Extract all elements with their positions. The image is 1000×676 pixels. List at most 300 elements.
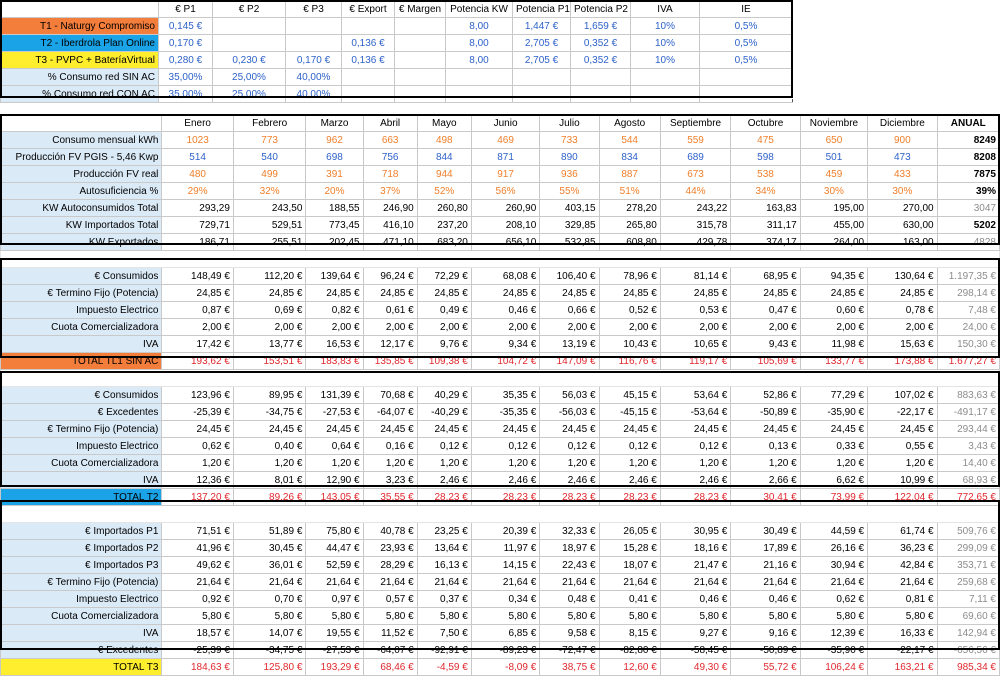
t3-cell[interactable]: 41,96 € xyxy=(162,540,234,557)
energy-cell[interactable]: 544 xyxy=(599,132,660,149)
t1-cell[interactable]: 24,85 € xyxy=(417,285,471,302)
t2-annual-cell[interactable]: 293,44 € xyxy=(937,421,999,438)
t2-cell[interactable]: 24,45 € xyxy=(540,421,599,438)
t2-total-cell[interactable]: 28,23 € xyxy=(540,489,599,506)
t1-total-cell[interactable]: 109,38 € xyxy=(417,353,471,370)
tariff-cell[interactable]: 0,352 € xyxy=(571,52,631,69)
t3-cell[interactable]: 19,55 € xyxy=(306,625,363,642)
t3-cell[interactable]: 5,80 € xyxy=(660,608,730,625)
energy-cell[interactable]: 698 xyxy=(306,149,363,166)
energy-cell[interactable]: 243,50 xyxy=(233,200,306,217)
energy-cell[interactable]: 471,10 xyxy=(363,234,417,251)
t1-cell[interactable]: 9,34 € xyxy=(471,336,539,353)
t3-cell[interactable]: 21,64 € xyxy=(731,574,800,591)
t1-cell[interactable]: 130,64 € xyxy=(868,268,937,285)
energy-cell[interactable]: 962 xyxy=(306,132,363,149)
t2-cell[interactable]: 0,12 € xyxy=(417,438,471,455)
t3-cell[interactable]: 5,80 € xyxy=(540,608,599,625)
t1-cell[interactable]: 96,24 € xyxy=(363,268,417,285)
t3-cell[interactable]: -22,17 € xyxy=(868,642,937,659)
t1-cell[interactable]: 0,82 € xyxy=(306,302,363,319)
t3-annual-cell[interactable]: 353,71 € xyxy=(937,557,999,574)
tariff-cell[interactable]: 35,00% xyxy=(159,69,213,86)
tariff-cell[interactable] xyxy=(395,35,446,52)
t3-cell[interactable]: 18,07 € xyxy=(599,557,660,574)
t3-cell[interactable]: 21,64 € xyxy=(868,574,937,591)
t1-cell[interactable]: 24,85 € xyxy=(540,285,599,302)
energy-cell[interactable]: 650 xyxy=(800,132,867,149)
t3-cell[interactable]: -89,23 € xyxy=(471,642,539,659)
energy-cell[interactable]: 834 xyxy=(599,149,660,166)
energy-cell[interactable]: 844 xyxy=(417,149,471,166)
t3-annual-cell[interactable]: 259,68 € xyxy=(937,574,999,591)
energy-cell[interactable]: 202,45 xyxy=(306,234,363,251)
t1-cell[interactable]: 13,19 € xyxy=(540,336,599,353)
t3-cell[interactable]: 13,64 € xyxy=(417,540,471,557)
t3-total-cell[interactable]: -4,59 € xyxy=(417,659,471,676)
t1-total-cell[interactable]: 105,69 € xyxy=(731,353,800,370)
t3-cell[interactable]: 9,16 € xyxy=(731,625,800,642)
tariff-cell[interactable] xyxy=(213,18,286,35)
t2-cell[interactable]: 1,20 € xyxy=(363,455,417,472)
energy-cell[interactable]: 1023 xyxy=(162,132,234,149)
t2-cell[interactable]: 1,20 € xyxy=(162,455,234,472)
t3-cell[interactable]: -25,39 € xyxy=(162,642,234,659)
t3-cell[interactable]: 20,39 € xyxy=(471,523,539,540)
t1-cell[interactable]: 2,00 € xyxy=(540,319,599,336)
t3-cell[interactable]: 5,80 € xyxy=(306,608,363,625)
t3-annual-cell[interactable]: 142,94 € xyxy=(937,625,999,642)
energy-cell[interactable]: 278,20 xyxy=(599,200,660,217)
t2-total-cell[interactable]: 89,26 € xyxy=(233,489,306,506)
energy-cell[interactable]: 56% xyxy=(471,183,539,200)
tariff-cell[interactable]: 0,280 € xyxy=(159,52,213,69)
t3-cell[interactable]: 22,43 € xyxy=(540,557,599,574)
t3-cell[interactable]: 0,41 € xyxy=(599,591,660,608)
t1-cell[interactable]: 9,76 € xyxy=(417,336,471,353)
t2-cell[interactable]: 131,39 € xyxy=(306,387,363,404)
tariff-cell[interactable] xyxy=(342,86,395,103)
energy-cell[interactable]: 917 xyxy=(471,166,539,183)
tariff-cell[interactable]: 1,447 € xyxy=(513,18,571,35)
energy-cell[interactable]: 260,90 xyxy=(471,200,539,217)
t2-total-annual[interactable]: 772,65 € xyxy=(937,489,999,506)
t2-cell[interactable]: 1,20 € xyxy=(868,455,937,472)
energy-cell[interactable]: 663 xyxy=(363,132,417,149)
tariff-cell[interactable]: 2,705 € xyxy=(513,52,571,69)
t3-cell[interactable]: 26,16 € xyxy=(800,540,867,557)
t3-cell[interactable]: 5,80 € xyxy=(800,608,867,625)
tariff-cell[interactable]: 0,230 € xyxy=(213,52,286,69)
t2-cell[interactable]: 35,35 € xyxy=(471,387,539,404)
t1-cell[interactable]: 0,49 € xyxy=(417,302,471,319)
t2-cell[interactable]: -35,90 € xyxy=(800,404,867,421)
tariff-cell[interactable]: 1,659 € xyxy=(571,18,631,35)
t2-total-cell[interactable]: 122,04 € xyxy=(868,489,937,506)
t2-cell[interactable]: 123,96 € xyxy=(162,387,234,404)
t3-cell[interactable]: 40,78 € xyxy=(363,523,417,540)
t3-cell[interactable]: 0,62 € xyxy=(800,591,867,608)
t3-cell[interactable]: 61,74 € xyxy=(868,523,937,540)
energy-cell[interactable]: 936 xyxy=(540,166,599,183)
energy-annual-cell[interactable]: 5202 xyxy=(937,217,999,234)
energy-annual-cell[interactable]: 7875 xyxy=(937,166,999,183)
tariff-cell[interactable] xyxy=(213,35,286,52)
energy-cell[interactable]: 246,90 xyxy=(363,200,417,217)
tariff-cell[interactable]: 10% xyxy=(631,52,700,69)
t2-total-cell[interactable]: 35,55 € xyxy=(363,489,417,506)
tariff-cell[interactable] xyxy=(342,18,395,35)
t1-cell[interactable]: 0,47 € xyxy=(731,302,800,319)
t2-cell[interactable]: 1,20 € xyxy=(599,455,660,472)
energy-cell[interactable]: 55% xyxy=(540,183,599,200)
tariff-cell[interactable]: 8,00 xyxy=(446,52,513,69)
energy-cell[interactable]: 501 xyxy=(800,149,867,166)
t3-cell[interactable]: 21,64 € xyxy=(233,574,306,591)
energy-cell[interactable]: 529,51 xyxy=(233,217,306,234)
t1-cell[interactable]: 15,63 € xyxy=(868,336,937,353)
t1-cell[interactable]: 9,43 € xyxy=(731,336,800,353)
t1-cell[interactable]: 24,85 € xyxy=(306,285,363,302)
t2-cell[interactable]: 24,45 € xyxy=(363,421,417,438)
t2-total-cell[interactable]: 28,23 € xyxy=(471,489,539,506)
t3-annual-cell[interactable]: 509,76 € xyxy=(937,523,999,540)
t2-cell[interactable]: 24,45 € xyxy=(731,421,800,438)
t1-cell[interactable]: 2,00 € xyxy=(363,319,417,336)
t1-total-annual[interactable]: 1.677,27 € xyxy=(937,353,999,370)
t2-total-cell[interactable]: 73,99 € xyxy=(800,489,867,506)
t3-cell[interactable]: 0,70 € xyxy=(233,591,306,608)
tariff-cell[interactable]: 0,5% xyxy=(700,18,793,35)
energy-cell[interactable]: 498 xyxy=(417,132,471,149)
t2-cell[interactable]: 1,20 € xyxy=(731,455,800,472)
tariff-cell[interactable]: 0,136 € xyxy=(342,52,395,69)
energy-cell[interactable]: 265,80 xyxy=(599,217,660,234)
t2-annual-cell[interactable]: 883,63 € xyxy=(937,387,999,404)
t2-cell[interactable]: -45,15 € xyxy=(599,404,660,421)
t2-cell[interactable]: 24,45 € xyxy=(162,421,234,438)
energy-cell[interactable]: 260,80 xyxy=(417,200,471,217)
t1-cell[interactable]: 24,85 € xyxy=(660,285,730,302)
t1-cell[interactable]: 17,42 € xyxy=(162,336,234,353)
t2-cell[interactable]: 0,55 € xyxy=(868,438,937,455)
t2-cell[interactable]: 0,12 € xyxy=(471,438,539,455)
energy-cell[interactable]: 208,10 xyxy=(471,217,539,234)
t1-cell[interactable]: 24,85 € xyxy=(233,285,306,302)
tariff-cell[interactable]: 25,00% xyxy=(213,69,286,86)
t3-cell[interactable]: 21,64 € xyxy=(660,574,730,591)
t3-cell[interactable]: 11,52 € xyxy=(363,625,417,642)
t3-cell[interactable]: -34,75 € xyxy=(233,642,306,659)
t2-cell[interactable]: 24,45 € xyxy=(599,421,660,438)
t3-cell[interactable]: -58,45 € xyxy=(660,642,730,659)
t2-cell[interactable]: 2,46 € xyxy=(540,472,599,489)
t1-cell[interactable]: 0,53 € xyxy=(660,302,730,319)
t1-cell[interactable]: 2,00 € xyxy=(306,319,363,336)
t3-cell[interactable]: 0,81 € xyxy=(868,591,937,608)
tariff-cell[interactable]: 10% xyxy=(631,35,700,52)
tariff-cell[interactable]: 8,00 xyxy=(446,35,513,52)
t1-cell[interactable]: 68,95 € xyxy=(731,268,800,285)
t3-cell[interactable]: 71,51 € xyxy=(162,523,234,540)
t1-cell[interactable]: 2,00 € xyxy=(800,319,867,336)
t2-cell[interactable]: 0,33 € xyxy=(800,438,867,455)
energy-cell[interactable]: 499 xyxy=(233,166,306,183)
t3-cell[interactable]: 5,80 € xyxy=(471,608,539,625)
t3-cell[interactable]: 0,92 € xyxy=(162,591,234,608)
t3-cell[interactable]: 9,58 € xyxy=(540,625,599,642)
tariff-cell[interactable] xyxy=(513,69,571,86)
t2-total-cell[interactable]: 28,23 € xyxy=(599,489,660,506)
t3-cell[interactable]: 75,80 € xyxy=(306,523,363,540)
t3-cell[interactable]: 21,64 € xyxy=(363,574,417,591)
t1-cell[interactable]: 0,87 € xyxy=(162,302,234,319)
t2-cell[interactable]: 0,12 € xyxy=(660,438,730,455)
t3-cell[interactable]: 30,94 € xyxy=(800,557,867,574)
t3-cell[interactable]: 5,80 € xyxy=(363,608,417,625)
tariff-cell[interactable]: 40,00% xyxy=(286,86,342,103)
energy-cell[interactable]: 900 xyxy=(868,132,937,149)
t3-cell[interactable]: 52,59 € xyxy=(306,557,363,574)
t1-cell[interactable]: 16,53 € xyxy=(306,336,363,353)
t1-cell[interactable]: 24,85 € xyxy=(162,285,234,302)
t3-cell[interactable]: 16,13 € xyxy=(417,557,471,574)
t2-cell[interactable]: 3,23 € xyxy=(363,472,417,489)
t3-cell[interactable]: 9,27 € xyxy=(660,625,730,642)
t3-total-cell[interactable]: 68,46 € xyxy=(363,659,417,676)
t3-cell[interactable]: -64,07 € xyxy=(363,642,417,659)
energy-cell[interactable]: 729,71 xyxy=(162,217,234,234)
t2-cell[interactable]: 2,66 € xyxy=(731,472,800,489)
energy-cell[interactable]: 756 xyxy=(363,149,417,166)
energy-cell[interactable]: 559 xyxy=(660,132,730,149)
energy-cell[interactable]: 630,00 xyxy=(868,217,937,234)
t1-cell[interactable]: 139,64 € xyxy=(306,268,363,285)
energy-cell[interactable]: 473 xyxy=(868,149,937,166)
tariff-cell[interactable] xyxy=(571,69,631,86)
t2-total-cell[interactable]: 30,41 € xyxy=(731,489,800,506)
t1-cell[interactable]: 0,66 € xyxy=(540,302,599,319)
t3-cell[interactable]: 6,85 € xyxy=(471,625,539,642)
energy-cell[interactable]: 689 xyxy=(660,149,730,166)
t1-cell[interactable]: 13,77 € xyxy=(233,336,306,353)
energy-cell[interactable]: 890 xyxy=(540,149,599,166)
t2-cell[interactable]: -27,53 € xyxy=(306,404,363,421)
tariff-cell[interactable] xyxy=(700,69,793,86)
t3-cell[interactable]: 36,01 € xyxy=(233,557,306,574)
t3-annual-cell[interactable]: 299,09 € xyxy=(937,540,999,557)
energy-cell[interactable]: 532,85 xyxy=(540,234,599,251)
energy-cell[interactable]: 887 xyxy=(599,166,660,183)
tariff-cell[interactable]: 8,00 xyxy=(446,18,513,35)
t1-cell[interactable]: 12,17 € xyxy=(363,336,417,353)
t2-cell[interactable]: 24,45 € xyxy=(660,421,730,438)
t1-cell[interactable]: 68,08 € xyxy=(471,268,539,285)
t3-cell[interactable]: 0,37 € xyxy=(417,591,471,608)
t1-cell[interactable]: 24,85 € xyxy=(800,285,867,302)
t3-cell[interactable]: 18,16 € xyxy=(660,540,730,557)
energy-cell[interactable]: 44% xyxy=(660,183,730,200)
energy-cell[interactable]: 673 xyxy=(660,166,730,183)
t3-cell[interactable]: 30,49 € xyxy=(731,523,800,540)
energy-cell[interactable]: 416,10 xyxy=(363,217,417,234)
tariff-cell[interactable] xyxy=(631,86,700,103)
t2-cell[interactable]: 24,45 € xyxy=(800,421,867,438)
energy-cell[interactable]: 683,20 xyxy=(417,234,471,251)
tariff-cell[interactable] xyxy=(571,86,631,103)
t2-cell[interactable]: 0,64 € xyxy=(306,438,363,455)
t2-cell[interactable]: 10,99 € xyxy=(868,472,937,489)
tariff-cell[interactable] xyxy=(700,86,793,103)
t2-total-cell[interactable]: 28,23 € xyxy=(417,489,471,506)
energy-cell[interactable]: 475 xyxy=(731,132,800,149)
t1-cell[interactable]: 2,00 € xyxy=(162,319,234,336)
tariff-cell[interactable]: 2,705 € xyxy=(513,35,571,52)
t3-cell[interactable]: -35,90 € xyxy=(800,642,867,659)
t2-cell[interactable]: 56,03 € xyxy=(540,387,599,404)
energy-cell[interactable]: 29% xyxy=(162,183,234,200)
tariff-cell[interactable] xyxy=(395,86,446,103)
t1-cell[interactable]: 24,85 € xyxy=(731,285,800,302)
t1-total-cell[interactable]: 183,83 € xyxy=(306,353,363,370)
t3-total-cell[interactable]: 49,30 € xyxy=(660,659,730,676)
tariff-cell[interactable]: 40,00% xyxy=(286,69,342,86)
t1-cell[interactable]: 2,00 € xyxy=(731,319,800,336)
tariff-cell[interactable]: 0,5% xyxy=(700,35,793,52)
t3-cell[interactable]: 5,80 € xyxy=(417,608,471,625)
t1-cell[interactable]: 2,00 € xyxy=(599,319,660,336)
t2-annual-cell[interactable]: 3,43 € xyxy=(937,438,999,455)
t1-total-cell[interactable]: 116,76 € xyxy=(599,353,660,370)
tariff-cell[interactable] xyxy=(446,86,513,103)
tariff-cell[interactable]: 25,00% xyxy=(213,86,286,103)
t3-cell[interactable]: 14,15 € xyxy=(471,557,539,574)
t2-cell[interactable]: -50,89 € xyxy=(731,404,800,421)
t2-total-cell[interactable]: 143,05 € xyxy=(306,489,363,506)
t2-cell[interactable]: 2,46 € xyxy=(599,472,660,489)
tariff-cell[interactable] xyxy=(286,35,342,52)
t2-total-cell[interactable]: 28,23 € xyxy=(660,489,730,506)
energy-cell[interactable]: 433 xyxy=(868,166,937,183)
t1-cell[interactable]: 0,61 € xyxy=(363,302,417,319)
t1-cell[interactable]: 24,85 € xyxy=(471,285,539,302)
tariff-cell[interactable]: 0,170 € xyxy=(159,35,213,52)
energy-cell[interactable]: 264,00 xyxy=(800,234,867,251)
energy-annual-cell[interactable]: 8208 xyxy=(937,149,999,166)
tariff-cell[interactable] xyxy=(342,69,395,86)
energy-cell[interactable]: 773 xyxy=(233,132,306,149)
t3-cell[interactable]: 28,29 € xyxy=(363,557,417,574)
t1-cell[interactable]: 0,46 € xyxy=(471,302,539,319)
t3-cell[interactable]: 36,23 € xyxy=(868,540,937,557)
energy-cell[interactable]: 30% xyxy=(868,183,937,200)
t2-cell[interactable]: 24,45 € xyxy=(868,421,937,438)
t1-cell[interactable]: 106,40 € xyxy=(540,268,599,285)
tariff-cell[interactable] xyxy=(513,86,571,103)
t1-cell[interactable]: 2,00 € xyxy=(868,319,937,336)
t2-cell[interactable]: 40,29 € xyxy=(417,387,471,404)
energy-cell[interactable]: 163,00 xyxy=(868,234,937,251)
t1-cell[interactable]: 10,43 € xyxy=(599,336,660,353)
tariff-cell[interactable]: 0,5% xyxy=(700,52,793,69)
t2-cell[interactable]: 45,15 € xyxy=(599,387,660,404)
t1-cell[interactable]: 78,96 € xyxy=(599,268,660,285)
t1-total-cell[interactable]: 173,88 € xyxy=(868,353,937,370)
t1-cell[interactable]: 24,85 € xyxy=(868,285,937,302)
t1-cell[interactable]: 0,78 € xyxy=(868,302,937,319)
t3-cell[interactable]: 21,64 € xyxy=(306,574,363,591)
tariff-cell[interactable]: 10% xyxy=(631,18,700,35)
t3-cell[interactable]: 44,47 € xyxy=(306,540,363,557)
t3-cell[interactable]: 23,93 € xyxy=(363,540,417,557)
t3-cell[interactable]: -82,80 € xyxy=(599,642,660,659)
t3-cell[interactable]: 0,46 € xyxy=(660,591,730,608)
t2-cell[interactable]: 53,64 € xyxy=(660,387,730,404)
t1-cell[interactable]: 72,29 € xyxy=(417,268,471,285)
t3-cell[interactable]: 5,80 € xyxy=(731,608,800,625)
energy-cell[interactable]: 403,15 xyxy=(540,200,599,217)
t2-cell[interactable]: -25,39 € xyxy=(162,404,234,421)
t2-cell[interactable]: 24,45 € xyxy=(233,421,306,438)
t2-cell[interactable]: 2,46 € xyxy=(417,472,471,489)
energy-cell[interactable]: 608,80 xyxy=(599,234,660,251)
energy-cell[interactable]: 163,83 xyxy=(731,200,800,217)
tariff-cell[interactable] xyxy=(395,52,446,69)
t2-cell[interactable]: 1,20 € xyxy=(233,455,306,472)
t3-total-cell[interactable]: 55,72 € xyxy=(731,659,800,676)
energy-cell[interactable]: 429,78 xyxy=(660,234,730,251)
t3-cell[interactable]: 49,62 € xyxy=(162,557,234,574)
t3-cell[interactable]: 21,64 € xyxy=(800,574,867,591)
t3-cell[interactable]: 11,97 € xyxy=(471,540,539,557)
t1-cell[interactable]: 2,00 € xyxy=(233,319,306,336)
energy-cell[interactable]: 51% xyxy=(599,183,660,200)
t1-cell[interactable]: 81,14 € xyxy=(660,268,730,285)
t2-cell[interactable]: 1,20 € xyxy=(306,455,363,472)
t2-cell[interactable]: -22,17 € xyxy=(868,404,937,421)
t3-cell[interactable]: 26,05 € xyxy=(599,523,660,540)
tariff-cell[interactable]: 0,136 € xyxy=(342,35,395,52)
t3-cell[interactable]: 18,97 € xyxy=(540,540,599,557)
t3-cell[interactable]: 21,47 € xyxy=(660,557,730,574)
t1-total-cell[interactable]: 133,77 € xyxy=(800,353,867,370)
t3-cell[interactable]: 21,64 € xyxy=(599,574,660,591)
t2-cell[interactable]: -40,29 € xyxy=(417,404,471,421)
t2-cell[interactable]: 0,16 € xyxy=(363,438,417,455)
t2-cell[interactable]: 2,46 € xyxy=(660,472,730,489)
t1-cell[interactable]: 24,85 € xyxy=(363,285,417,302)
energy-cell[interactable]: 469 xyxy=(471,132,539,149)
t3-cell[interactable]: 0,97 € xyxy=(306,591,363,608)
t1-cell[interactable]: 11,98 € xyxy=(800,336,867,353)
t3-cell[interactable]: 32,33 € xyxy=(540,523,599,540)
t2-cell[interactable]: 1,20 € xyxy=(471,455,539,472)
tariff-cell[interactable] xyxy=(286,18,342,35)
t3-cell[interactable]: -27,53 € xyxy=(306,642,363,659)
t3-total-annual[interactable]: 985,34 € xyxy=(937,659,999,676)
t2-cell[interactable]: -56,03 € xyxy=(540,404,599,421)
energy-cell[interactable]: 195,00 xyxy=(800,200,867,217)
t3-cell[interactable]: 51,89 € xyxy=(233,523,306,540)
t3-cell[interactable]: 18,57 € xyxy=(162,625,234,642)
t2-cell[interactable]: 12,90 € xyxy=(306,472,363,489)
energy-annual-cell[interactable]: 3047 xyxy=(937,200,999,217)
t3-cell[interactable]: 17,89 € xyxy=(731,540,800,557)
tariff-cell[interactable] xyxy=(395,69,446,86)
t1-cell[interactable]: 2,00 € xyxy=(417,319,471,336)
t1-cell[interactable]: 0,60 € xyxy=(800,302,867,319)
t2-cell[interactable]: 2,46 € xyxy=(471,472,539,489)
